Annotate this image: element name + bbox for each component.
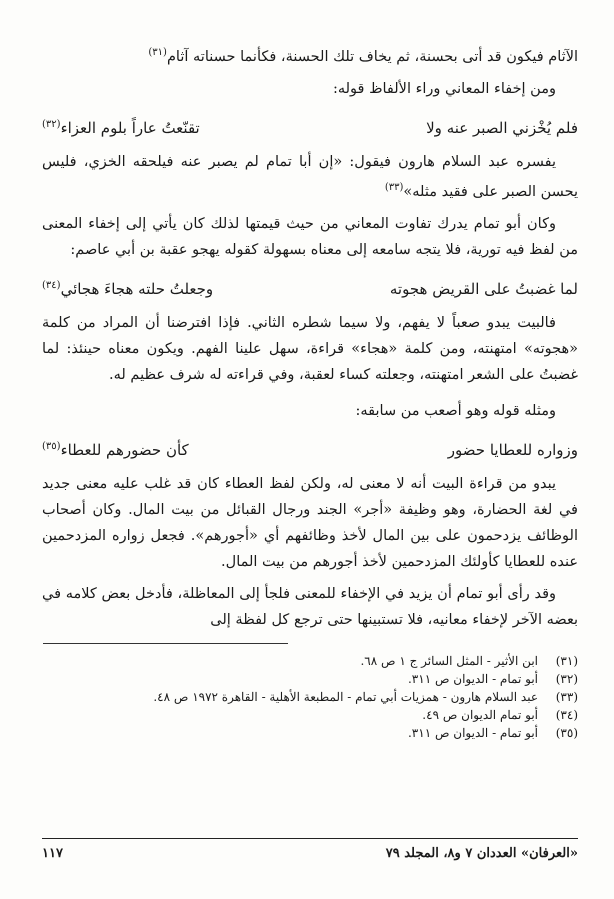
footnote-text: أبو تمام - الديوان ص ٣١١. bbox=[407, 671, 538, 686]
footnote-text: أبو تمام الديوان ص ٤٩. bbox=[422, 707, 538, 722]
footnote-item bbox=[42, 652, 578, 670]
footnote-ref[interactable]: (٣٤) bbox=[42, 279, 61, 291]
verse bbox=[42, 271, 578, 304]
footnote-ref[interactable]: (٣٥) bbox=[42, 440, 61, 452]
verse-hemistich-first: لما غضبتُ على القريض هجوته bbox=[389, 279, 578, 298]
verse-hemistich-first: وزواره للعطايا حضور bbox=[447, 440, 578, 459]
verse-hemistich-first: فلم يُخْزني الصبر عنه ولا bbox=[426, 118, 578, 137]
footnote-number: (٣٣) bbox=[555, 689, 578, 704]
footnote-ref[interactable]: (٣١) bbox=[148, 47, 167, 58]
footnote-number: (٣٥) bbox=[555, 725, 578, 740]
footnote-number: (٣٢) bbox=[555, 671, 578, 686]
verse bbox=[42, 432, 578, 465]
page-footer bbox=[42, 846, 578, 861]
footer-divider bbox=[42, 838, 578, 839]
paragraph: وقد رأى أبو تمام أن يزيد في الإخفاء للمعنى فلجأ إلى المعاظلة، فأدخل بعض كلامه في بعضه الآخر لإخفاء معانيه، فلا تستبينها حتى ترجع كل لفظة إلى bbox=[42, 585, 578, 628]
footnote-text: عبد السلام هارون - همزيات أبي تمام - المطبعة الأهلية - القاهرة ١٩٧٢ ص ٤٨. bbox=[153, 689, 538, 704]
page-body bbox=[42, 40, 578, 742]
footnote-number: (٣٤) bbox=[555, 707, 578, 722]
paragraph: الآثام فيكون قد أتى بحسنة، ثم يخاف تلك الحسنة، فكأنما حسناته آثام$^{(٣١)}$ bbox=[148, 47, 578, 65]
footnote-ref[interactable]: (٣٣) bbox=[384, 181, 404, 193]
verse-hemistich-second: تقنّعتُ عاراً بلوم العزاء$^{(٣٢)}$ bbox=[42, 118, 200, 137]
footnote-ref[interactable]: (٣٢) bbox=[42, 118, 61, 130]
footnote-text: أبو تمام - الديوان ص ٣١١. bbox=[407, 725, 538, 740]
footnote-item bbox=[42, 724, 578, 742]
footnote-number: (٣١) bbox=[555, 653, 578, 668]
footnote-text: ابن الأثير - المثل السائر ج ١ ص ٦٨. bbox=[360, 653, 538, 668]
footnote-item bbox=[42, 688, 578, 706]
verse bbox=[42, 110, 578, 143]
verse-hemistich-second: كأن حضورهم للعطاء$^{(٣٥)}$ bbox=[42, 440, 189, 459]
paragraph: يبدو من قراءة البيت أنه لا معنى له، ولكن لفظ العطاء كان قد غلب عليه معنى جديد في لغة الحضارة، وهو وظيفة «أجر» الجند ورجال القبائل من بيت المال. وكان أصحاب الوظائف يزدحمون على بين المال لأخذ وظائفهم أي «أجورهم». فجعل زواره المزدحمين عنده للعطايا كأولئك المزدحمين لأخذ أجورهم من بيت المال. bbox=[42, 475, 578, 570]
verse-hemistich-second: وجعلتُ حلته هجاءَ هجائي$^{(٣٤)}$ bbox=[42, 279, 214, 298]
paragraph: فالبيت يبدو صعباً لا يفهم، ولا سيما شطره الثاني. فإذا افترضنا أن المراد من كلمة «هجوته» امتهنته، ومن كلمة «هجاء» قراءة، سهل علينا الفهم. ويكون معناه حينئذ: لما غضبتُ على الشعر امتهنته، وجعلته كساء لعقبة، وفي قراءته له شرف عظيم له. bbox=[42, 314, 578, 383]
paragraph: يفسره عبد السلام هارون فيقول: «إن أبا تمام لم يصبر عنه فيلحقه الخزي، فليس يحسن الصبر على فقيد مثله»$^{(٣٣)}$ bbox=[42, 153, 578, 200]
paragraph: ومن إخفاء المعاني وراء الألفاظ قوله: bbox=[332, 80, 556, 97]
paragraph: وكان أبو تمام يدرك تفاوت المعاني من حيث قيمتها لذلك كان يأتي إلى إخفاء المعنى من لفظ فيه تورية، فلا يتجه سامعه إلى معناه بسهولة كقوله يهجو عقبة بن أبي عاصم: bbox=[42, 215, 578, 258]
journal-title: «العرفان» العددان ٧ و٨، المجلد ٧٩ bbox=[385, 846, 578, 861]
footnotes bbox=[42, 652, 578, 742]
paragraph: ومثله قوله وهو أصعب من سابقه: bbox=[355, 402, 556, 419]
footnote-item bbox=[42, 706, 578, 724]
footnote-divider bbox=[43, 643, 288, 644]
footnote-item bbox=[42, 670, 578, 688]
page-number: ١١٧ bbox=[42, 846, 63, 861]
